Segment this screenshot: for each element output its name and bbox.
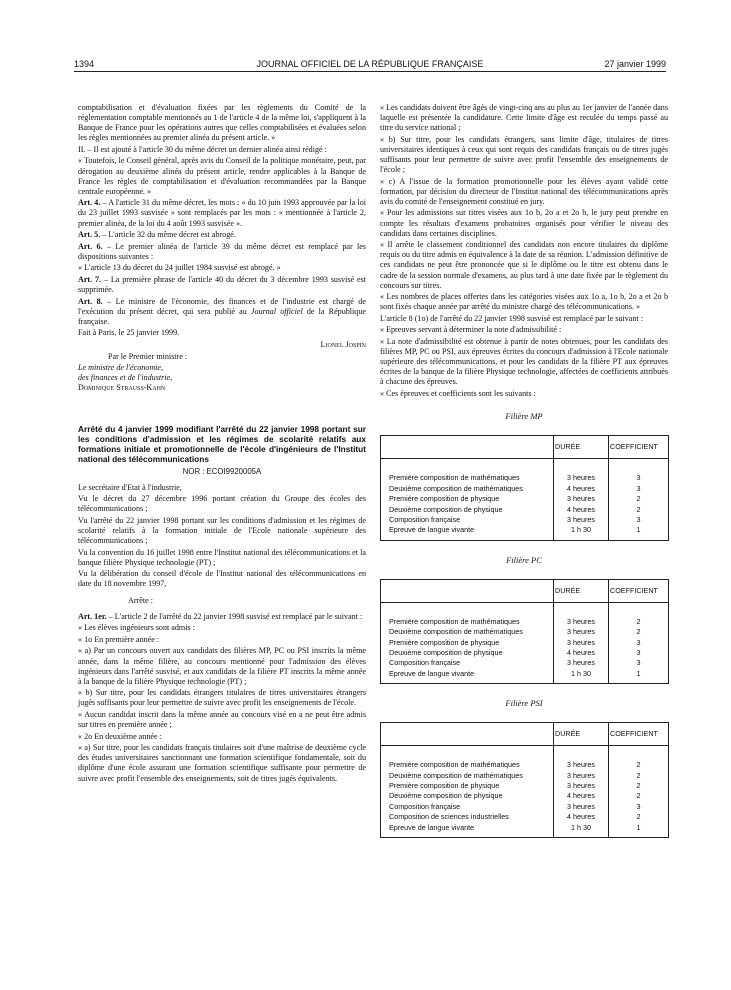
duree-cell: 4 heures	[554, 484, 609, 494]
coefficient-cell: 3	[609, 802, 669, 812]
coefficient-cell: 1	[609, 669, 669, 684]
epreuve-cell: Epreuve de langue vivante	[389, 525, 475, 535]
duree-cell: 3 heures	[554, 637, 609, 647]
coefficient-cell: 2	[609, 504, 669, 514]
duree-cell: 1 h 30	[554, 669, 609, 684]
table-row	[381, 669, 669, 684]
article-label: Art. 7.	[78, 275, 102, 284]
paragraph: comptabilisation et d'évaluation fixées par les règlements du Comité de la réglementation comptable mentionnés au 1 de l'article 4 de la même loi, s'appliquent à la Banque de France pour les opérations autres que celles comptabilisées et évaluées selon les règles mentionnées au premier alinéa du présent article. »	[78, 103, 366, 143]
duree-cell: 4 heures	[554, 504, 609, 514]
table-row	[381, 484, 669, 494]
article-text: – L'article 2 de l'arrêté du 22 janvier 1998 susvisé est remplacé par le suivant :	[106, 611, 363, 621]
table-row	[381, 770, 669, 780]
journal-title: JOURNAL OFFICIEL DE LA RÉPUBLIQUE FRANÇAISE	[256, 59, 484, 69]
epreuve-cell: Epreuve de langue vivante	[389, 668, 475, 678]
section-title-pc: Filière PC	[506, 554, 542, 565]
table-row	[381, 637, 669, 647]
table-row	[381, 473, 669, 483]
epreuve-cell: Composition de sciences industrielles	[389, 812, 509, 822]
article-label: Art. 8.	[78, 296, 103, 306]
duree-cell: 3 heures	[554, 617, 609, 627]
coefficient-cell: 2	[609, 791, 669, 801]
issue-date: 27 janvier 1999	[604, 59, 666, 69]
article-label: Art. 4.	[78, 198, 101, 208]
epreuve-cell: Composition française	[389, 801, 461, 811]
duree-cell: 3 heures	[554, 515, 609, 525]
paragraph: « 1o En première année :	[78, 634, 160, 644]
duree-cell: 1 h 30	[554, 525, 609, 540]
paragraph: « Aucun candidat inscrit dans la même année au concours visé en a ne peut être admis sur titres en première année ;	[78, 710, 366, 730]
table-row	[381, 658, 669, 668]
epreuve-cell: Première composition de mathématiques	[389, 760, 520, 770]
paragraph: « Les élèves ingénieurs sont admis :	[78, 623, 195, 633]
table-header-blank	[381, 436, 554, 459]
paragraph: Le secrétaire d'Etat à l'industrie,	[78, 482, 182, 492]
section-title-mp: Filière MP	[505, 411, 543, 422]
paragraph: « a) Sur titre, pour les candidats français titulaires soit d'une maîtrise de deuxième cycle des études universitaires sanctionnant une formation scientifique fondamentale, soit du diplôme d'une école assurant une formation scientifique suffisante pour permettre de suivre avec profit l'ensemble des enseignements, soit de titres jugés équivalents.	[78, 743, 366, 783]
journal-reference: Journal officiel	[250, 306, 303, 316]
article-text: – Le premier alinéa de l'article 39 du même décret est remplacé par les dispositions suivantes :	[78, 241, 367, 261]
coefficient-cell: 2	[609, 617, 669, 627]
article-label: Art. 5.	[78, 230, 101, 240]
table-row	[381, 781, 669, 791]
signature-strauss-kahn: Dominique Strauss-Kahn	[78, 383, 166, 393]
nor-reference: NOR : ECOI9920005A	[182, 466, 262, 476]
duree-cell: 3 heures	[554, 770, 609, 780]
column-header-duree: DURÉE	[554, 579, 609, 602]
table-row	[381, 812, 669, 822]
coefficient-cell: 1	[609, 525, 669, 540]
table-row	[381, 525, 669, 540]
table-row	[381, 648, 669, 658]
minister-title: des finances et de l'industrie,	[78, 373, 173, 383]
coefficient-cell: 2	[609, 770, 669, 780]
paragraph: « La note d'admissibilité est obtenue à partir de notes obtenues, pour les candidats des filières MP, PC ou PSI, aux épreuves écrites du concours d'admission à l'Ecole nationale supérieure des télécommunications, et pour les candidats de la filière PT aux épreuves écrites de la banque de la filière Physique technologie, affectées de coefficients attribués à chacune des épreuves.	[380, 337, 668, 387]
coefficient-cell: 1	[609, 822, 669, 837]
signature-jospin: Lionel Jospin	[320, 340, 366, 350]
coefficient-cell: 2	[609, 494, 669, 504]
coefficient-cell: 3	[609, 637, 669, 647]
duree-cell: 3 heures	[554, 658, 609, 668]
decree-title: Arrêté du 4 janvier 1999 modifiant l'arrêté du 22 janvier 1998 portant sur les conditions d'admission et les régimes de scolarité relatifs aux formations initiale et promotionnelle de l'école d'ingénieurs de l'Institut national des télécommunications	[78, 423, 366, 464]
coefficient-cell: 3	[609, 484, 669, 494]
section-title-psi: Filière PSI	[505, 698, 543, 708]
table-spacer-row	[381, 459, 669, 474]
page-number: 1394	[74, 59, 95, 69]
duree-cell: 4 heures	[554, 791, 609, 801]
epreuve-cell: Première composition de physique	[389, 637, 500, 647]
coefficient-cell: 2	[609, 627, 669, 637]
article-4	[78, 198, 366, 228]
article-1	[78, 612, 366, 622]
paragraph: « Ces épreuves et coefficients sont les suivants :	[380, 389, 536, 399]
paragraph: « Il arrête le classement conditionnel des candidats non encore titulaires du diplôme requis ou du titre admis en équivalence à la date de sa réunion. L'admission définitive de ces candidats ne peut être prononcée que si le diplôme ou le titre est obtenu dans le cadre de la session normale d'examens, au plus tard à une date fixée par le règlement du concours sur titres.	[380, 240, 668, 290]
epreuve-cell: Première composition de physique	[389, 494, 500, 504]
table-row	[381, 791, 669, 801]
epreuve-cell: Deuxième composition de physique	[389, 791, 503, 801]
article-7	[78, 275, 366, 295]
paragraph: Vu l'arrêté du 22 janvier 1998 portant sur les conditions d'admission et les régimes de scolarité relatifs à la formation initiale de l'Ecole nationale supérieure des télécommunications ;	[78, 515, 366, 546]
column-header-coefficient: COEFFICIENT	[609, 436, 669, 459]
par-premier-ministre: Par le Premier ministre :	[108, 351, 188, 361]
paragraph: Vu le décret du 27 décembre 1996 portant création du Groupe des écoles des télécommunications ;	[78, 494, 366, 514]
epreuve-cell: Première composition de mathématiques	[389, 616, 520, 626]
column-header-coefficient: COEFFICIENT	[609, 723, 669, 746]
table-spacer-row	[381, 746, 669, 761]
date-line: Fait à Paris, le 25 janvier 1999.	[78, 328, 180, 338]
coefficient-cell: 3	[609, 648, 669, 658]
page-header	[74, 55, 666, 71]
article-text: – La première phrase de l'article 40 du décret du 3 décembre 1993 susvisé est supprimée.	[78, 275, 366, 295]
paragraph: « Les nombres de places offertes dans les catégories visées aux 1o a, 1o b, 2o a et 2o b sont fixés chaque année par arrêté du ministre chargé des télécommunications. »	[380, 292, 668, 312]
epreuve-cell: Deuxième composition de physique	[389, 647, 503, 657]
duree-cell: 1 h 30	[554, 822, 609, 837]
column-header-duree: DURÉE	[554, 436, 609, 459]
paragraph: « Pour les admissions sur titres visées aux 1o b, 2o a et 2o b, le jury peut prendre en compte les résultats d'examens probatoires organisés pour vérifier le niveau des candidats dans certaines disciplines.	[380, 208, 668, 238]
coefficient-cell: 3	[609, 473, 669, 483]
duree-cell: 4 heures	[554, 812, 609, 822]
epreuve-cell: Composition française	[389, 514, 461, 524]
epreuve-cell: Première composition de physique	[389, 781, 500, 791]
left-column	[78, 103, 366, 785]
paragraph: II. – Il est ajouté à l'article 30 du même décret un dernier alinéa ainsi rédigé :	[78, 144, 327, 154]
article-text: de la République française.	[78, 306, 366, 326]
duree-cell: 3 heures	[554, 494, 609, 504]
table-pc	[380, 579, 669, 684]
article-label: Art. 6.	[78, 241, 103, 251]
table-spacer-row	[381, 602, 669, 617]
table-row	[381, 760, 669, 770]
column-header-duree: DURÉE	[554, 723, 609, 746]
epreuve-cell: Deuxième composition de mathématiques	[389, 770, 523, 780]
paragraph: « c) A l'issue de la formation promotionnelle pour les élèves ayant validé cette formation, par décision du directeur de l'Institut national des télécommunications après avis du comité de l'enseignement constitué en jury.	[380, 176, 668, 206]
article-5	[78, 230, 366, 240]
epreuve-cell: Deuxième composition de physique	[389, 504, 503, 514]
epreuve-cell: Deuxième composition de mathématiques	[389, 483, 523, 493]
table-header-blank	[381, 579, 554, 602]
table-psi	[380, 722, 669, 838]
table-row	[381, 504, 669, 514]
table-header-blank	[381, 723, 554, 746]
epreuve-cell: Première composition de mathématiques	[389, 473, 520, 483]
coefficient-cell: 3	[609, 658, 669, 668]
paragraph: « a) Par un concours ouvert aux candidats des filières MP, PC ou PSI inscrits la même année, dans la même filière, au concours mentionné pour l'admission des élèves ingénieurs dans l'arrêté susvisé, et aux candidats de la filière PT inscrits la même année à la banque de la filière Physique technologie (PT) ;	[78, 646, 366, 686]
paragraph: « 2o En deuxième année :	[78, 731, 162, 741]
duree-cell: 3 heures	[554, 781, 609, 791]
duree-cell: 3 heures	[554, 627, 609, 637]
coefficient-cell: 3	[609, 515, 669, 525]
article-text: – Le ministre de l'économie, des finances et de l'industrie est chargé de l'exécution du présent décret, qui sera publié au	[78, 296, 367, 316]
epreuve-cell: Composition française	[389, 658, 461, 668]
paragraph: Vu la convention du 16 juillet 1998 entre l'Institut national des télécommunications et la banque filière Physique technologie (PT) ;	[78, 547, 366, 567]
table-row	[381, 822, 669, 837]
coefficient-cell: 2	[609, 781, 669, 791]
article-text: – L'article 32 du même décret est abrogé.	[100, 230, 236, 240]
table-row	[381, 617, 669, 627]
paragraph: « b) Sur titre, pour les candidats étrangers titulaires de titres universitaires étrangers jugés suffisants pour leur permettre de suivre avec profit les enseignements de l'école.	[78, 688, 366, 708]
epreuve-cell: Deuxième composition de mathématiques	[389, 627, 523, 637]
arrete-heading: Arrête :	[128, 595, 153, 605]
epreuve-cell: Epreuve de langue vivante	[389, 822, 475, 832]
duree-cell: 3 heures	[554, 802, 609, 812]
paragraph: Vu la délibération du conseil d'école de l'Institut national des télécommunications en date du 18 novembre 1997,	[78, 569, 366, 589]
table-row	[381, 494, 669, 504]
header-rule	[74, 71, 666, 72]
article-text: – A l'article 31 du même décret, les mots : « du 10 juin 1993 approuvée par la loi du 23 juillet 1993 susvisée » sont remplacés par les mots : « mentionnée à l'article 2, premier alinéa, de la loi du 4 août 1993 susvisée ».	[78, 198, 367, 228]
paragraph: L'article 8 (1o) de l'arrêté du 22 janvier 1998 susvisé est remplacé par le suivant :	[380, 313, 643, 323]
table-body	[381, 602, 669, 683]
coefficient-cell: 2	[609, 812, 669, 822]
minister-title: Le ministre de l'économie,	[78, 363, 164, 373]
paragraph: « L'article 13 du décret du 24 juillet 1984 susvisé est abrogé. »	[78, 263, 281, 273]
paragraph: « b) Sur titre, pour les candidats étrangers, sans limite d'âge, titulaires de titres universitaires identiques à ceux qui sont requis des candidats français ou de titres jugés suffisants pour leur permettre de suivre avec profit l'ensemble des enseignements de l'école ;	[380, 134, 668, 175]
paragraph: « Toutefois, le Conseil général, après avis du Conseil de la politique monétaire, peut, par dérogation au deuxième alinéa du présent article, rendre applicables à la Banque de France les règles de comptabilisation et d'évaluation recommandées par la Banque centrale européenne. »	[78, 156, 366, 196]
article-8	[78, 297, 366, 327]
table-row	[381, 802, 669, 812]
table-mp	[380, 435, 669, 540]
table-row	[381, 515, 669, 525]
right-column	[380, 103, 668, 838]
table-body	[381, 459, 669, 540]
article-6	[78, 242, 366, 262]
table-body	[381, 746, 669, 838]
coefficient-cell: 2	[609, 760, 669, 770]
paragraph: « Les candidats doivent être âgés de vingt-cinq ans au plus au 1er janvier de l'année dans laquelle est présentée la candidature. Cette limite d'âge est reculée du temps passé au titre du service national ;	[380, 103, 668, 133]
article-label: Art. 1er.	[78, 611, 107, 621]
table-row	[381, 627, 669, 637]
duree-cell: 4 heures	[554, 648, 609, 658]
paragraph: « Epreuves servant à déterminer la note d'admissibilité :	[380, 325, 562, 335]
duree-cell: 3 heures	[554, 760, 609, 770]
duree-cell: 3 heures	[554, 473, 609, 483]
column-header-coefficient: COEFFICIENT	[609, 579, 669, 602]
